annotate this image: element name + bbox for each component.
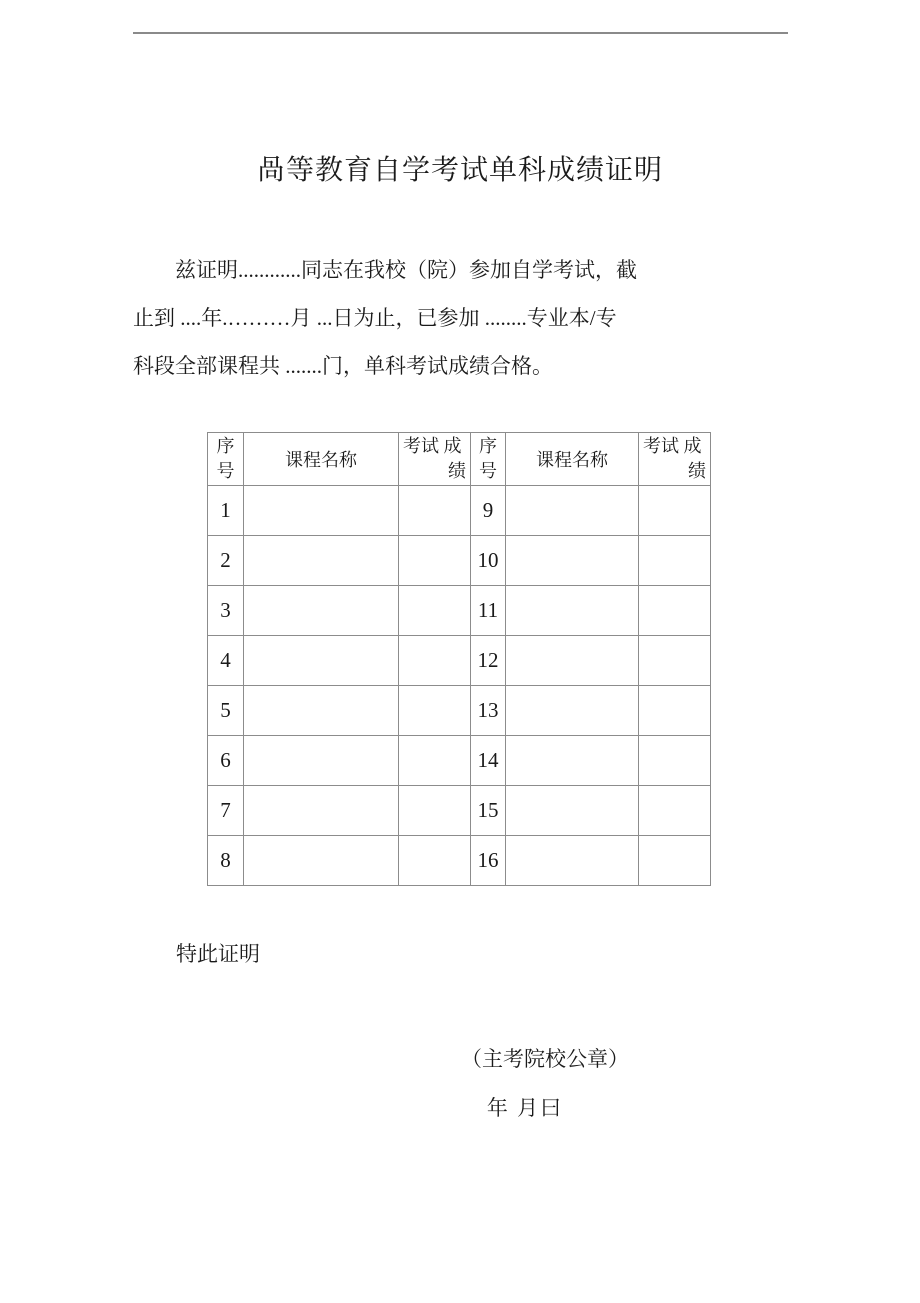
row-course-right[interactable] <box>506 786 639 836</box>
row-seq-right: 11 <box>471 586 506 636</box>
table-header-row <box>208 433 711 486</box>
table-row <box>208 486 711 536</box>
table-row <box>208 686 711 736</box>
row-score-left[interactable] <box>399 486 471 536</box>
row-course-left[interactable] <box>244 486 399 536</box>
row-seq-right: 13 <box>471 686 506 736</box>
row-score-left[interactable] <box>399 636 471 686</box>
row-score-right[interactable] <box>639 686 711 736</box>
row-course-left[interactable] <box>244 636 399 686</box>
closing-statement: 特此证明 <box>176 942 260 966</box>
header-seq-right-line2: 号 <box>479 461 497 481</box>
header-score-right-line2: 绩 <box>688 461 706 481</box>
grades-table <box>207 432 711 886</box>
row-seq-left: 8 <box>208 836 244 886</box>
header-score-right <box>639 433 711 486</box>
row-score-right[interactable] <box>639 736 711 786</box>
header-divider-rule <box>133 32 788 34</box>
body-line-1: 兹证明............同志在我校（院）参加自学考试，截 <box>175 258 637 282</box>
row-course-left[interactable] <box>244 786 399 836</box>
row-seq-left: 5 <box>208 686 244 736</box>
row-score-right[interactable] <box>639 486 711 536</box>
row-seq-right: 12 <box>471 636 506 686</box>
row-score-right[interactable] <box>639 636 711 686</box>
header-seq-left <box>208 433 244 486</box>
row-course-left[interactable] <box>244 686 399 736</box>
row-score-left[interactable] <box>399 786 471 836</box>
row-course-left[interactable] <box>244 586 399 636</box>
header-score-left-lines <box>399 434 470 484</box>
table-row <box>208 586 711 636</box>
body-line-2: 止到 ....年.………月 ...日为止，已参加 ........专业本/专 <box>133 306 617 330</box>
row-course-right[interactable] <box>506 486 639 536</box>
page-title: 咼等教育自学考试单科成绩证明 <box>256 155 663 186</box>
table-row <box>208 786 711 836</box>
header-seq-left-line1: 序 <box>216 436 235 456</box>
row-course-right[interactable] <box>506 686 639 736</box>
row-score-right[interactable] <box>639 836 711 886</box>
row-score-left[interactable] <box>399 536 471 586</box>
table-row <box>208 836 711 886</box>
row-seq-left: 3 <box>208 586 244 636</box>
row-seq-left: 7 <box>208 786 244 836</box>
row-seq-left: 2 <box>208 536 244 586</box>
table-row <box>208 636 711 686</box>
header-score-right-line1: 考试 成 <box>643 436 702 456</box>
row-score-left[interactable] <box>399 686 471 736</box>
row-course-right[interactable] <box>506 836 639 886</box>
row-seq-left: 1 <box>208 486 244 536</box>
row-course-right[interactable] <box>506 586 639 636</box>
row-seq-right: 15 <box>471 786 506 836</box>
row-score-right[interactable] <box>639 786 711 836</box>
body-line-3: 科段全部课程共 .......门，单科考试成绩合格。 <box>133 354 553 378</box>
header-seq-right <box>471 433 506 486</box>
row-score-right[interactable] <box>639 536 711 586</box>
row-seq-right: 9 <box>471 486 506 536</box>
header-score-left-line1: 考试 成 <box>403 436 462 456</box>
header-course-right: 课程名称 <box>506 433 639 486</box>
table-row <box>208 736 711 786</box>
row-seq-right: 16 <box>471 836 506 886</box>
row-score-left[interactable] <box>399 586 471 636</box>
row-seq-right: 14 <box>471 736 506 786</box>
row-course-left[interactable] <box>244 536 399 586</box>
certificate-body <box>133 246 788 390</box>
header-score-right-lines <box>639 434 710 484</box>
row-course-left[interactable] <box>244 736 399 786</box>
row-seq-left: 6 <box>208 736 244 786</box>
row-seq-right: 10 <box>471 536 506 586</box>
row-course-right[interactable] <box>506 636 639 686</box>
header-course-left: 课程名称 <box>244 433 399 486</box>
official-seal-note: （主考院校公章） <box>461 1047 629 1071</box>
table-row <box>208 536 711 586</box>
row-course-left[interactable] <box>244 836 399 886</box>
row-seq-left: 4 <box>208 636 244 686</box>
row-score-right[interactable] <box>639 586 711 636</box>
date-signature-line: 年 月曰 <box>486 1096 564 1120</box>
header-seq-right-line1: 序 <box>479 436 497 456</box>
header-score-left-line2: 绩 <box>448 461 466 481</box>
row-course-right[interactable] <box>506 536 639 586</box>
header-score-left <box>399 433 471 486</box>
row-course-right[interactable] <box>506 736 639 786</box>
row-score-left[interactable] <box>399 736 471 786</box>
header-seq-left-line2: 号 <box>216 461 235 481</box>
row-score-left[interactable] <box>399 836 471 886</box>
